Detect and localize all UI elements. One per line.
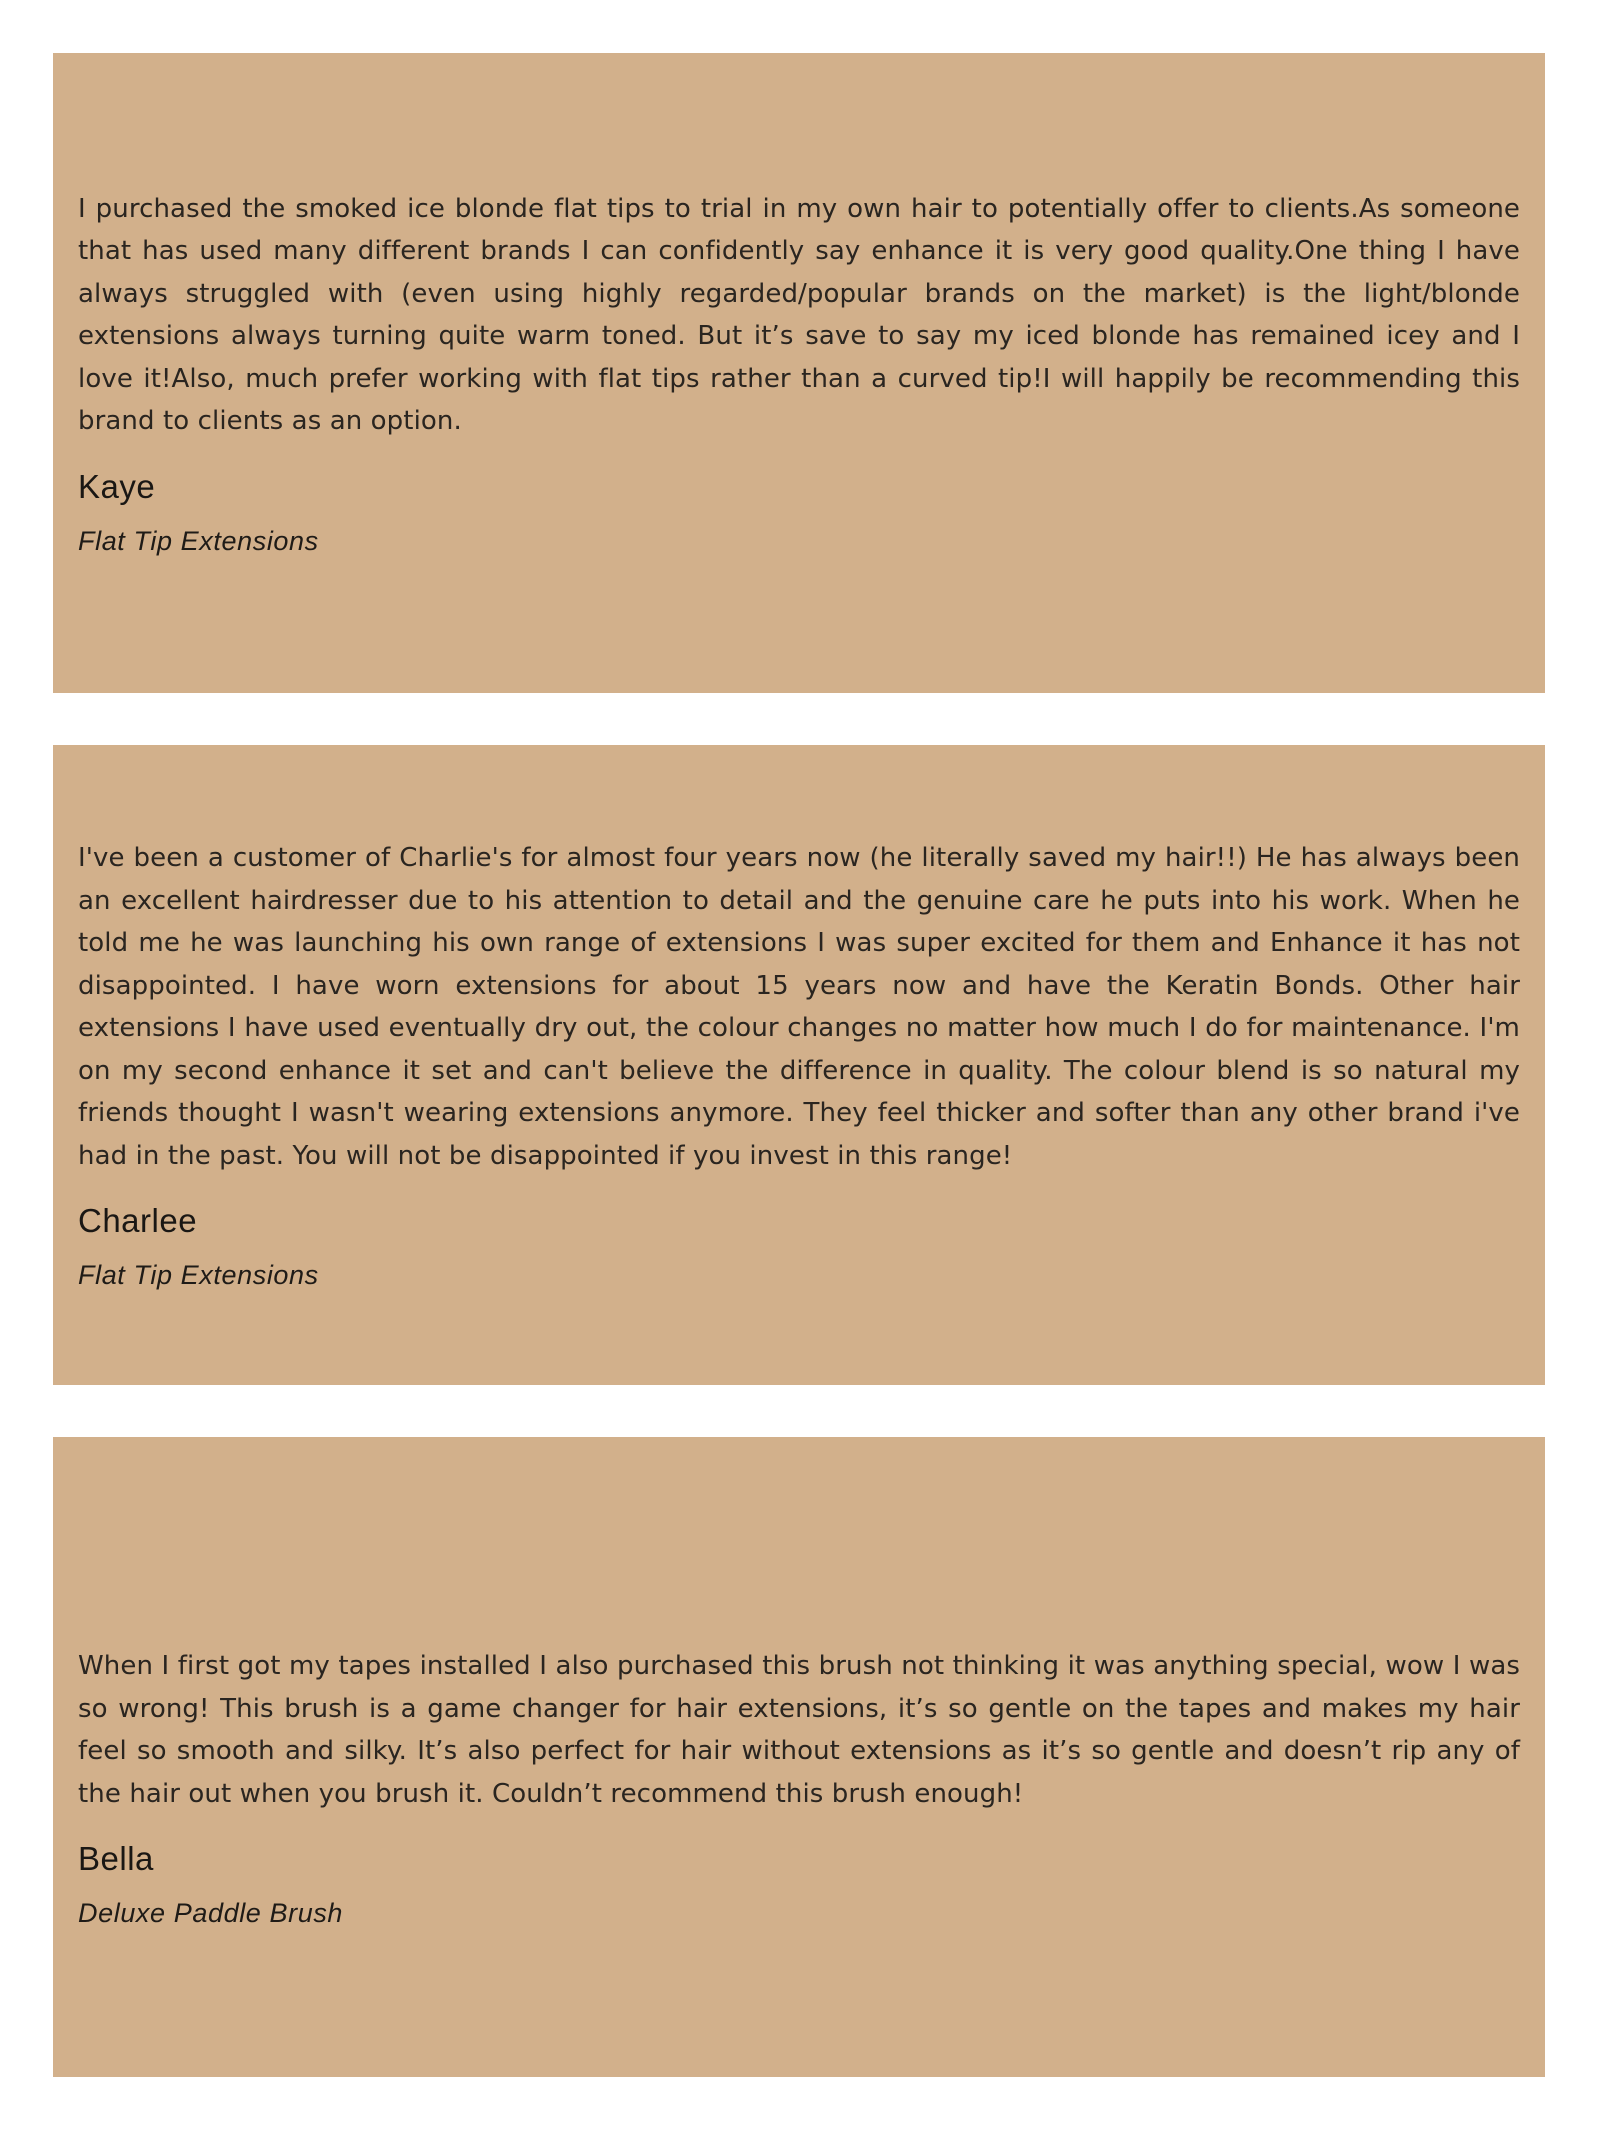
review-text: When I first got my tapes installed I also purchased this brush not thinking it was anything special, wow I was so wrong! This brush is a game changer for hair extensions, it’s so gentle on the tapes and makes my hair feel so smooth and silky. It’s also perfect for hair without extensions as it’s so gentle and doesn’t rip any of the hair out when you brush it. Couldn’t recommend this brush enough! xyxy=(78,1651,1520,1809)
review-text: I've been a customer of Charlie's for almost four years now (he literally saved my hair!!) He has always been an excellent hairdresser due to his attention to detail and the genuine care he puts into his work. When he told me he was launching his own range of extensions I was super excited for them and Enhance it has not disappointed. I have worn extensions for about 15 years now and have the Keratin Bonds. Other hair extensions I have used eventually dry out, the colour changes no matter how much I do for maintenance. I'm on my second enhance it set and can't believe the difference in quality. The colour blend is so natural my friends thought I wasn't wearing extensions anymore. They feel thicker and softer than any other brand i've had in the past. You will not be disappointed if you invest in this range! xyxy=(78,843,1520,1171)
reviewed-product: Flat Tip Extensions xyxy=(78,1260,319,1290)
review-card xyxy=(53,745,1545,1385)
review-content xyxy=(78,1583,1520,1931)
review-text: I purchased the smoked ice blonde flat tips to trial in my own hair to potentially offer to clients.As someone that has used many different brands I can confidently say enhance it is very good quality.One thing I have always struggled with (even using highly regarded/popular brands on the market) is the light/blonde extensions always turning quite warm toned. But it’s save to say my iced blonde has remained icey and I love it!Also, much prefer working with flat tips rather than a curved tip!I will happily be recommending this brand to clients as an option. xyxy=(78,193,1520,436)
reviewed-product: Flat Tip Extensions xyxy=(78,525,319,556)
review-card xyxy=(53,1437,1545,2077)
reviewed-product: Deluxe Paddle Brush xyxy=(78,1898,344,1928)
reviewer-name: Kaye xyxy=(78,467,156,505)
reviewer-name: Bella xyxy=(78,1840,154,1877)
review-card xyxy=(53,53,1545,693)
review-content xyxy=(78,188,1520,559)
review-content xyxy=(78,837,1520,1293)
reviewer-name: Charlee xyxy=(78,1202,198,1239)
